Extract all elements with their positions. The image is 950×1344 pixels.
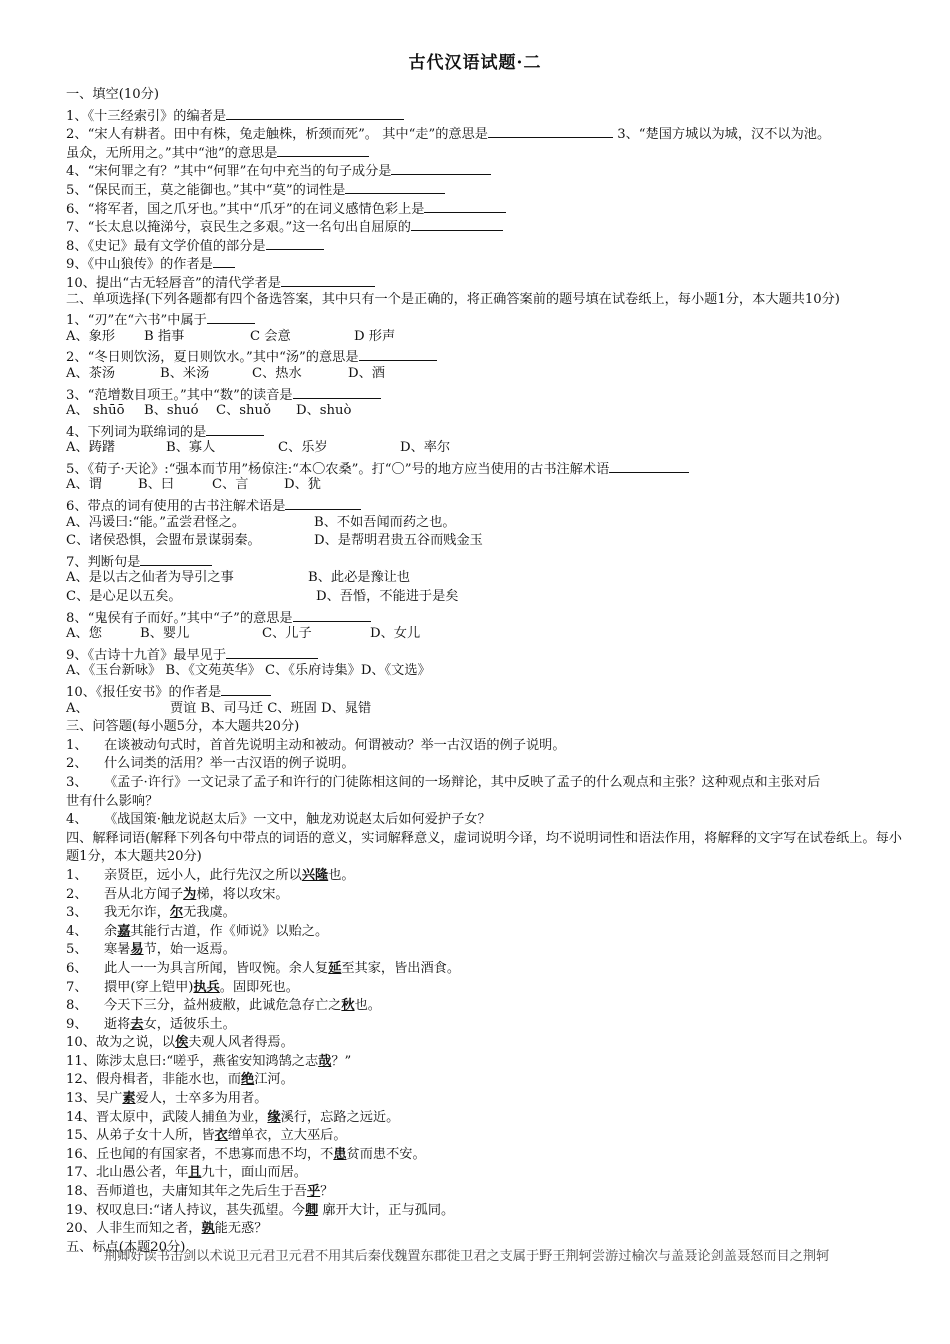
target-word: 延 (328, 960, 342, 976)
item-number: 12、 (66, 1072, 96, 1088)
sentence-text: 今天下三分，益州疲敝，此诚危急存亡之 (104, 998, 342, 1014)
item-number: 19、 (66, 1202, 96, 1218)
sentence-text: 无我虞。 (183, 905, 236, 921)
section-4-heading: 四、解释词语(解释下列各句中带点的词语的意义，实词解释意义，虚词说明今译，均不说明词性和语法作用，将解释的文字写在试卷纸上。每小题1分，本大题共20分) (66, 830, 902, 865)
target-word: 秋 (341, 998, 355, 1014)
item-number: 3、 (66, 905, 88, 921)
item-number: 17、 (66, 1165, 96, 1181)
sentence-text: 缯单衣，立大巫后。 (227, 1128, 347, 1144)
section-1-heading: 一、填空(10分) (66, 87, 160, 102)
sentence-text: ？ (320, 1184, 334, 1200)
sentence-text: 江河。 (254, 1072, 294, 1088)
exam-body (66, 86, 908, 1266)
target-word: 俟 (175, 1035, 189, 1051)
item-number: 10、 (66, 1035, 96, 1051)
sentence-text: 贫而患不安。 (346, 1146, 426, 1162)
target-word: 为 (183, 886, 197, 902)
word-explain-item (66, 1220, 908, 1239)
word-explain-item (66, 867, 908, 886)
target-word: 执兵 (193, 979, 220, 995)
fill-question-10: 10、提出“古无轻唇音”的清代学者是 (66, 272, 908, 291)
item-number: 4、 (66, 923, 88, 939)
choice-options-8: A、您 B、婴儿 C、儿子 D、女儿 (66, 626, 421, 642)
sentence-text: 梯，将以攻宋。 (196, 886, 289, 902)
section-5-heading: 五、标点(本题20分) (66, 1239, 186, 1255)
item-number: 8、 (66, 998, 88, 1014)
fill-question-8: 8、《史记》最有文学价值的部分是 (66, 235, 908, 254)
sentence-text: 溪行，忘路之远近。 (280, 1109, 400, 1125)
sentence-text: 假舟楫者，非能水也，而 (95, 1072, 242, 1088)
sentence-text: 陈涉太息曰:“嗟乎，燕雀安知鸿鹄之志 (95, 1053, 319, 1069)
word-explain-item (66, 1016, 908, 1035)
fill-question-4: 4、“宋何罪之有？”其中“何罪”在句中充当的句子成分是 (66, 160, 908, 179)
sentence-text: 九十，面山而居。 (201, 1165, 307, 1181)
word-explain-item (66, 1127, 908, 1146)
target-word: 尔 (169, 905, 184, 921)
choice-question-5: 5、《荀子·天论》:“强本而节用”杨倞注:“本〇农桑”。打“〇”号的地方应当使用的古书注解术语 (66, 458, 908, 477)
sentence-text: 逝将 (104, 1016, 131, 1032)
section-3-heading: 三、问答题(每小题5分，本大题共20分) (66, 719, 300, 735)
punctuation-passage: 荆卿好读书击剑以术说卫元君卫元君不用其后秦伐魏置东郡徙卫君之支属于野王荆轲尝游过榆次与盖聂论剑盖聂怒而目之荆轲 (104, 1249, 830, 1265)
word-explain-item (66, 1071, 908, 1090)
sentence-text: 寒暑 (104, 942, 131, 958)
sentence-text: 此人一一为具言所闻，皆叹惋。余人复 (104, 960, 329, 976)
word-explain-item (66, 1146, 908, 1165)
target-word: 乎 (306, 1184, 321, 1200)
word-explain-item (66, 1202, 908, 1221)
word-explain-item (66, 960, 908, 979)
sentence-text: 吴广 (95, 1091, 123, 1107)
sentence-text: ？” (331, 1053, 352, 1069)
item-number: 7、 (66, 979, 88, 995)
item-number: 6、 (66, 960, 88, 976)
item-number: 15、 (66, 1128, 96, 1144)
sentence-text: 也。 (328, 867, 355, 883)
fill-question-9: 9、《中山狼传》的作者是 (66, 253, 908, 272)
choice-question-7: 7、判断句是 (66, 551, 908, 570)
choice-question-3: 3、“范增数目项王。”其中“数”的读音是 (66, 384, 908, 403)
sentence-text: 女，适彼乐土。 (143, 1016, 236, 1032)
fill-question-7: 7、“长太息以掩涕兮，哀民生之多艰。”这一名句出自屈原的 (66, 216, 908, 235)
essay-question: 4、 《战国策·触龙说赵太后》一文中，触龙劝说赵太后如何爱护子女？ (66, 812, 491, 828)
sentence-text: 夫观人风者得焉。 (188, 1035, 294, 1051)
word-explain-item (66, 1090, 908, 1109)
choice-question-1: 1、“刃”在“六书”中属于 (66, 309, 908, 328)
target-word: 去 (130, 1016, 144, 1032)
choice-question-10: 10、《报任安书》的作者是 (66, 681, 908, 700)
sentence-text: 也。 (354, 998, 381, 1014)
item-number: 11、 (66, 1053, 96, 1069)
word-explain-item (66, 923, 908, 942)
target-word: 患 (333, 1146, 347, 1162)
target-word: 卿 (304, 1202, 319, 1218)
sentence-text: 节，始一返焉。 (143, 942, 236, 958)
fill-question-6: 6、“将军者，国之爪牙也。”其中“爪牙”的在词义感情色彩上是 (66, 198, 908, 217)
item-number: 9、 (66, 1016, 88, 1032)
choice-options-5: A、谓 B、曰 C、言 D、犹 (66, 477, 321, 493)
word-explain-item (66, 1053, 908, 1072)
choice-options-3: A、 shūō B、shuó C、shuǒ D、shuò (66, 403, 352, 419)
item-number: 1、 (66, 867, 88, 883)
sentence-text: 晋太原中，武陵人捕鱼为业， (95, 1109, 268, 1125)
sentence-text: 我无尔诈， (104, 905, 170, 921)
fill-question-5: 5、“保民而王，莫之能御也。”其中“莫”的词性是 (66, 179, 908, 198)
item-number: 16、 (66, 1146, 96, 1162)
choice-options-6b: C、诸侯恐惧，会盟布景谋弱秦。 D、是帮明君贵五谷而贱金玉 (66, 533, 483, 549)
target-word: 绝 (241, 1072, 255, 1088)
essay-question-cont: 世有什么影响？ (66, 793, 159, 809)
word-explain-item (66, 1183, 908, 1202)
sentence-text: 擐甲(穿上铠甲) (104, 979, 194, 995)
target-word: 兴隆 (301, 867, 329, 883)
word-explain-item (66, 997, 908, 1016)
fill-question-1: 1、《十三经索引》的编者是 (66, 105, 908, 124)
sentence-text: 余 (104, 923, 118, 939)
item-number: 18、 (66, 1184, 96, 1200)
word-explain-item (66, 904, 908, 923)
sentence-text: 丘也闻的有国家者，不患寡而患不均，不 (95, 1146, 334, 1162)
item-number: 13、 (66, 1091, 96, 1107)
word-explain-item (66, 886, 908, 905)
choice-options-9: A、《玉台新咏》 B、《文苑英华》 C、《乐府诗集》D、《文选》 (66, 663, 431, 679)
sentence-text: 吾师道也，夫庸知其年之先后生于吾 (95, 1184, 307, 1200)
choice-options-7b: C、是心足以五矣。 D、吾惛，不能进于是矣 (66, 589, 459, 605)
target-word: 哉 (318, 1053, 332, 1069)
item-number: 20、 (66, 1221, 96, 1237)
sentence-text: 爱人，士卒多为用者。 (135, 1091, 268, 1107)
sentence-text: 其能行古道，作《师说》以贻之。 (130, 923, 329, 939)
sentence-text: 廓开大计，正与孤同。 (318, 1202, 455, 1218)
sentence-text: 。固即死也。 (219, 979, 299, 995)
fill-question-3-cont: 虽众，无所用之。”其中“池”的意思是 (66, 142, 908, 161)
choice-options-10: A、 贾谊 B、司马迁 C、班固 D、晁错 (66, 700, 372, 716)
word-explain-item (66, 1034, 908, 1053)
target-word: 素 (122, 1091, 136, 1107)
item-number: 14、 (66, 1109, 96, 1125)
sentence-text: 从弟子女十人所，皆 (95, 1128, 215, 1144)
choice-question-8: 8、“鬼侯有子而好。”其中“子”的意思是 (66, 607, 908, 626)
word-explain-item (66, 941, 908, 960)
word-explain-item (66, 1164, 908, 1183)
essay-question: 2、 什么词类的活用？举一古汉语的例子说明。 (66, 756, 355, 772)
target-word: 缘 (267, 1109, 281, 1125)
word-explain-item (66, 1109, 908, 1128)
sentence-text: 北山愚公者，年 (95, 1165, 189, 1181)
essay-question: 1、 在谈被动句式时，首首先说明主动和被动。何谓被动？举一古汉语的例子说明。 (66, 737, 566, 753)
target-word: 衣 (214, 1128, 228, 1144)
item-number: 2、 (66, 886, 88, 902)
choice-options-2: A、茶汤 B、米汤 C、热水 D、酒 (66, 365, 385, 381)
choice-question-4: 4、下列词为联绵词的是 (66, 421, 908, 440)
sentence-text: 至其家，皆出酒食。 (341, 960, 461, 976)
sentence-text: 吾从北方闻子 (104, 886, 184, 902)
choice-options-4: A、踌躇 B、寡人 C、乐岁 D、率尔 (66, 440, 451, 456)
sentence-text: 亲贤臣，远小人，此行先汉之所以 (104, 867, 302, 883)
choice-question-9: 9、《古诗十九首》最早见于 (66, 644, 908, 663)
sentence-text: 人非生而知之者， (95, 1221, 202, 1237)
choice-options-6a: A、冯谖曰:“能。”孟尝君怪之。 B、不如吾闻而药之也。 (66, 514, 456, 530)
choice-question-2: 2、“冬日则饮汤，夏日则饮水。”其中“汤”的意思是 (66, 346, 908, 365)
target-word: 孰 (201, 1221, 215, 1237)
sentence-text: 故为之说，以 (95, 1035, 176, 1051)
essay-question: 3、 《孟子·许行》一文记录了孟子和许行的门徒陈相这间的一场辩论，其中反映了孟子的什么观点和主张？这种观点和主张对后 (66, 774, 821, 790)
target-word: 且 (188, 1165, 202, 1181)
section-2-heading: 二、单项选择(下列各题都有四个备选答案，其中只有一个是正确的，将正确答案前的题号填在试卷纸上，每小题1分，本大题共10分) (66, 291, 840, 307)
fill-question-2-3: 2、“宋人有耕者。田中有株，兔走触株，析颈而死”。 其中“走”的意思是 3、“楚国方城以为城，汉不以为池。 (66, 123, 908, 142)
sentence-text: 能无惑？ (214, 1221, 268, 1237)
choice-question-6: 6、带点的词有使用的古书注解术语是 (66, 495, 908, 514)
choice-options-7a: A、是以古之仙者为导引之事 B、此必是豫让也 (66, 570, 411, 586)
word-explain-item (66, 979, 908, 998)
word-explain-list (66, 867, 908, 1239)
page-title: 古代汉语试题·二 (408, 53, 542, 73)
choice-options-1: A、象形 B 指事 C 会意 D 形声 (66, 328, 396, 344)
target-word: 易 (130, 942, 144, 958)
sentence-text: 权叹息曰:“诸人持议，甚失孤望。今 (95, 1202, 305, 1218)
target-word: 嘉 (117, 923, 131, 939)
item-number: 5、 (66, 942, 88, 958)
